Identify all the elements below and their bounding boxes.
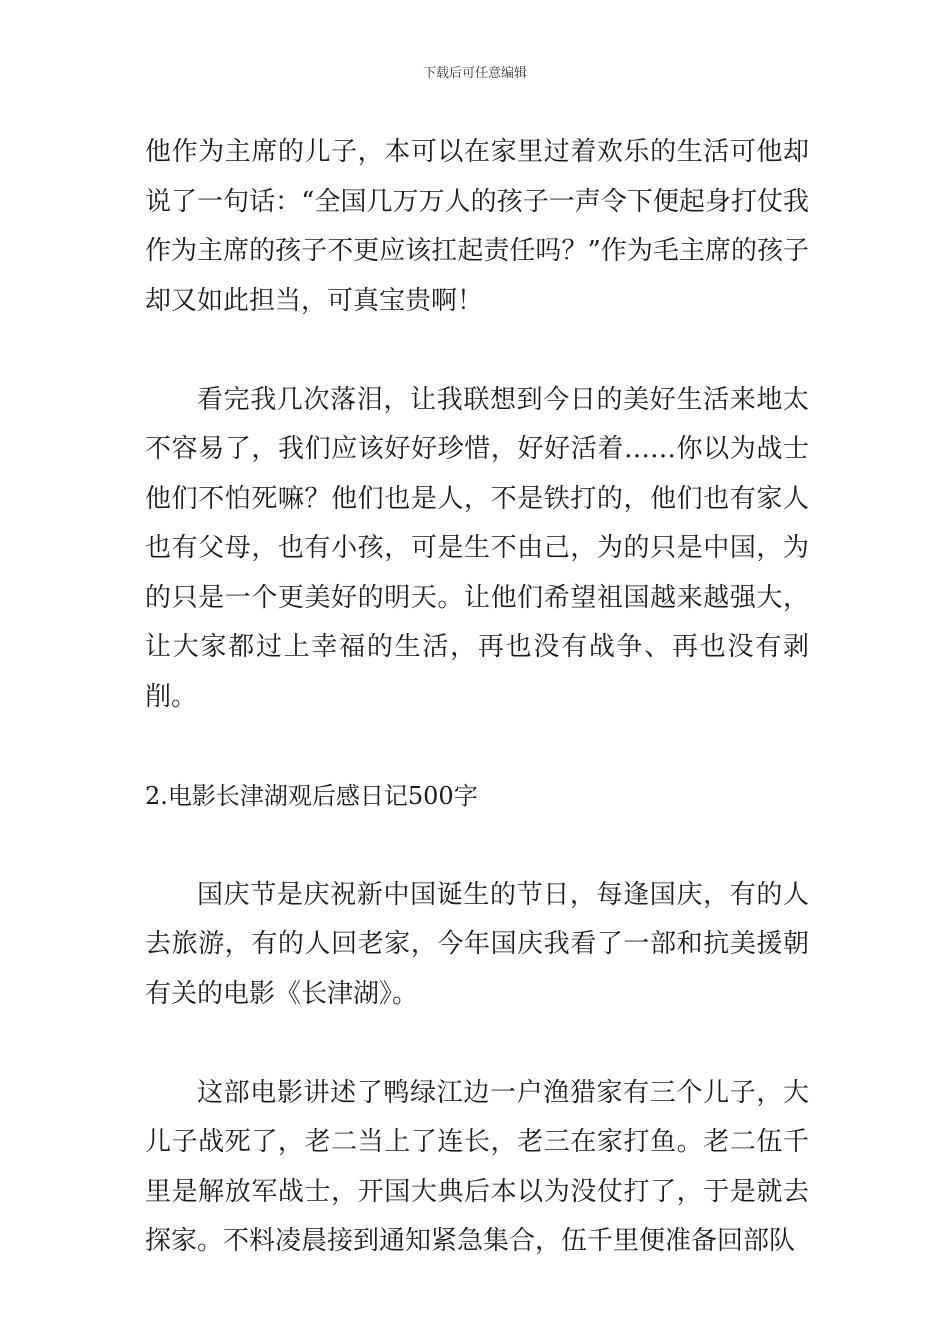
paragraph: 这部电影讲述了鸭绿江边一户渔猎家有三个儿子，大儿子战死了，老二当上了连长，老三在家打鱼。老二伍千里是解放军战士，开国大典后本以为没仗打了，于是就去探家。不料凌晨接到通知紧急集合，伍千里便准备回部队: [145, 1077, 809, 1256]
paragraph-gap: [145, 326, 809, 376]
paragraph-gap: [145, 821, 809, 871]
paragraph: 国庆节是庆祝新中国诞生的节日，每逢国庆，有的人去旅游，有的人回老家，今年国庆我看了一部和抗美援朝有关的电影《长津湖》。: [145, 879, 809, 1009]
document-body: [145, 128, 809, 1267]
paragraph-continued: 他作为主席的儿子，本可以在家里过着欢乐的生活可他却说了一句话：“全国几万万人的孩子一声令下便起身打仗我作为主席的孩子不更应该扛起责任吗？”作为毛主席的孩子却又如此担当，可真宝贵啊！: [145, 137, 809, 316]
page-header-note: 下载后可任意编辑: [422, 66, 527, 81]
paragraph: 看完我几次落泪，让我联想到今日的美好生活来地太不容易了，我们应该好好珍惜，好好活着……你以为战士他们不怕死嘛？他们也是人，不是铁打的，他们也有家人也有父母，也有小孩，可是生不由己，为的只是中国，为的只是一个更美好的明天。让他们希望祖国越来越强大，让大家都过上幸福的生活，再也没有战争、再也没有剥削。: [145, 384, 809, 712]
section-heading: 2.电影长津湖观后感日记500字: [145, 781, 478, 810]
paragraph-gap: [145, 1019, 809, 1069]
paragraph-gap: [145, 722, 809, 772]
